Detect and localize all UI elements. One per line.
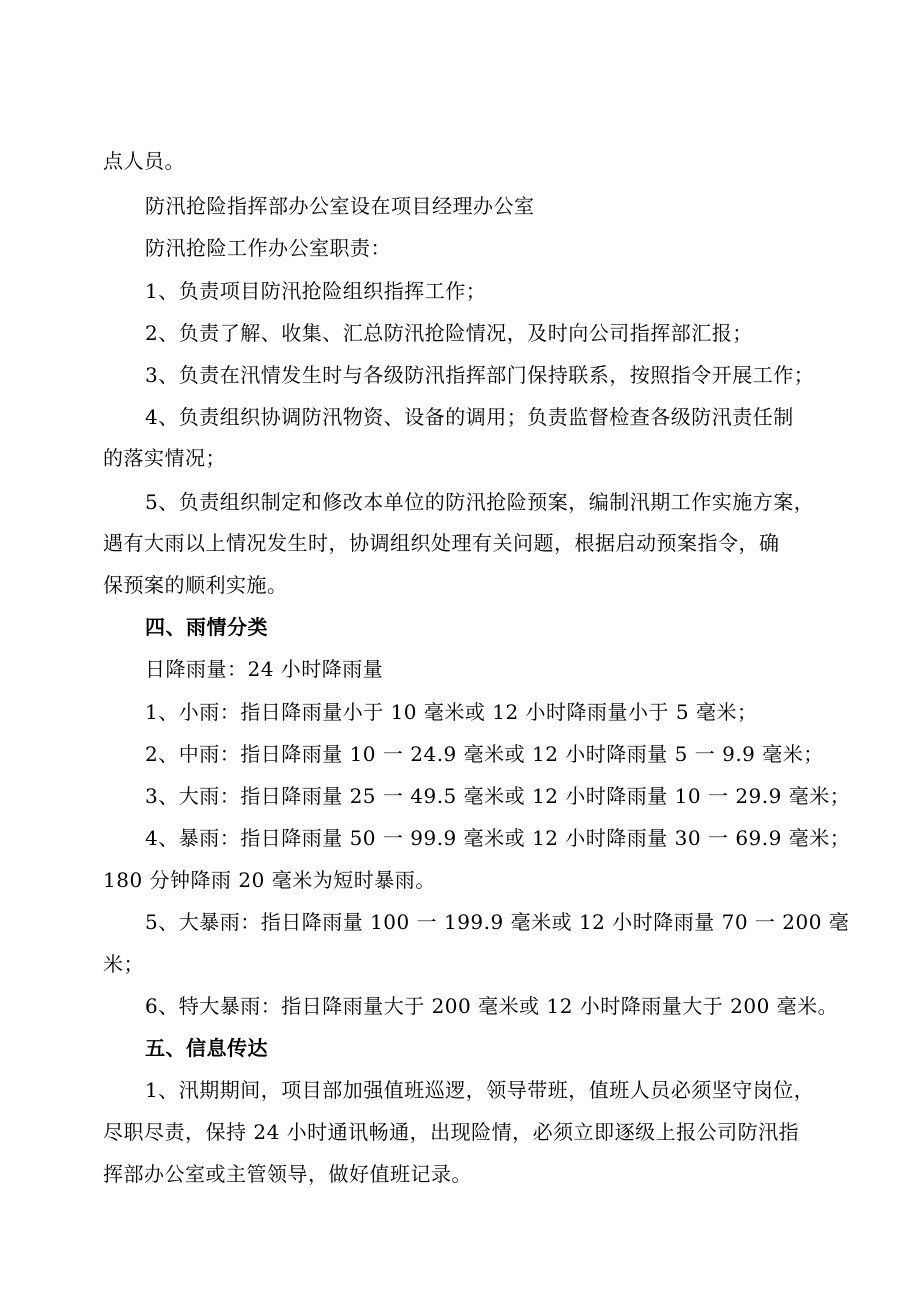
list-item: 3、大雨：指日降雨量 25 一 49.5 毫米或 12 小时降雨量 10 一 29.9 毫米； (145, 784, 851, 808)
text-line: 的落实情况； (103, 446, 226, 470)
text-line: 米； (103, 952, 144, 976)
section-heading: 五、信息传达 (145, 1036, 268, 1060)
text-line: 点人员。 (103, 149, 185, 173)
list-item: 6、特大暴雨：指日降雨量大于 200 毫米或 12 小时降雨量大于 200 毫米。 (145, 994, 839, 1018)
text-line: 尽职尽责，保持 24 小时通讯畅通，出现险情，必须立即逐级上报公司防汛指 (103, 1120, 800, 1144)
list-item: 2、负责了解、收集、汇总防汛抢险情况，及时向公司指挥部汇报； (145, 321, 753, 345)
list-item: 1、汛期期间，项目部加强值班巡逻，领导带班，值班人员必须坚守岗位， (145, 1078, 815, 1102)
text-line: 180 分钟降雨 20 毫米为短时暴雨。 (103, 868, 436, 892)
list-item: 4、暴雨：指日降雨量 50 一 99.9 毫米或 12 小时降雨量 30 一 69.9 毫米； (145, 826, 851, 850)
text-line: 防汛抢险工作办公室职责： (145, 236, 391, 260)
list-item: 5、负责组织制定和修改本单位的防汛抢险预案，编制汛期工作实施方案， (145, 490, 815, 514)
list-item: 4、负责组织协调防汛物资、设备的调用；负责监督检查各级防汛责任制 (145, 405, 794, 429)
list-item: 3、负责在汛情发生时与各级防汛指挥部门保持联系，按照指令开展工作； (145, 363, 815, 387)
list-item: 5、大暴雨：指日降雨量 100 一 199.9 毫米或 12 小时降雨量 70 一 200 毫 (145, 910, 850, 934)
section-heading: 四、雨情分类 (145, 615, 268, 639)
list-item: 1、小雨：指日降雨量小于 10 毫米或 12 小时降雨量小于 5 毫米； (145, 700, 758, 724)
text-line: 保预案的顺利实施。 (103, 573, 288, 597)
list-item: 1、负责项目防汛抢险组织指挥工作； (145, 279, 487, 303)
text-line: 日降雨量：24 小时降雨量 (145, 657, 384, 681)
text-line: 防汛抢险指挥部办公室设在项目经理办公室 (145, 194, 535, 218)
text-line: 挥部办公室或主管领导，做好值班记录。 (103, 1162, 472, 1186)
list-item: 2、中雨：指日降雨量 10 一 24.9 毫米或 12 小时降雨量 5 一 9.9 毫米； (145, 742, 824, 766)
text-line: 遇有大雨以上情况发生时，协调组织处理有关问题，根据启动预案指令，确 (103, 531, 780, 555)
